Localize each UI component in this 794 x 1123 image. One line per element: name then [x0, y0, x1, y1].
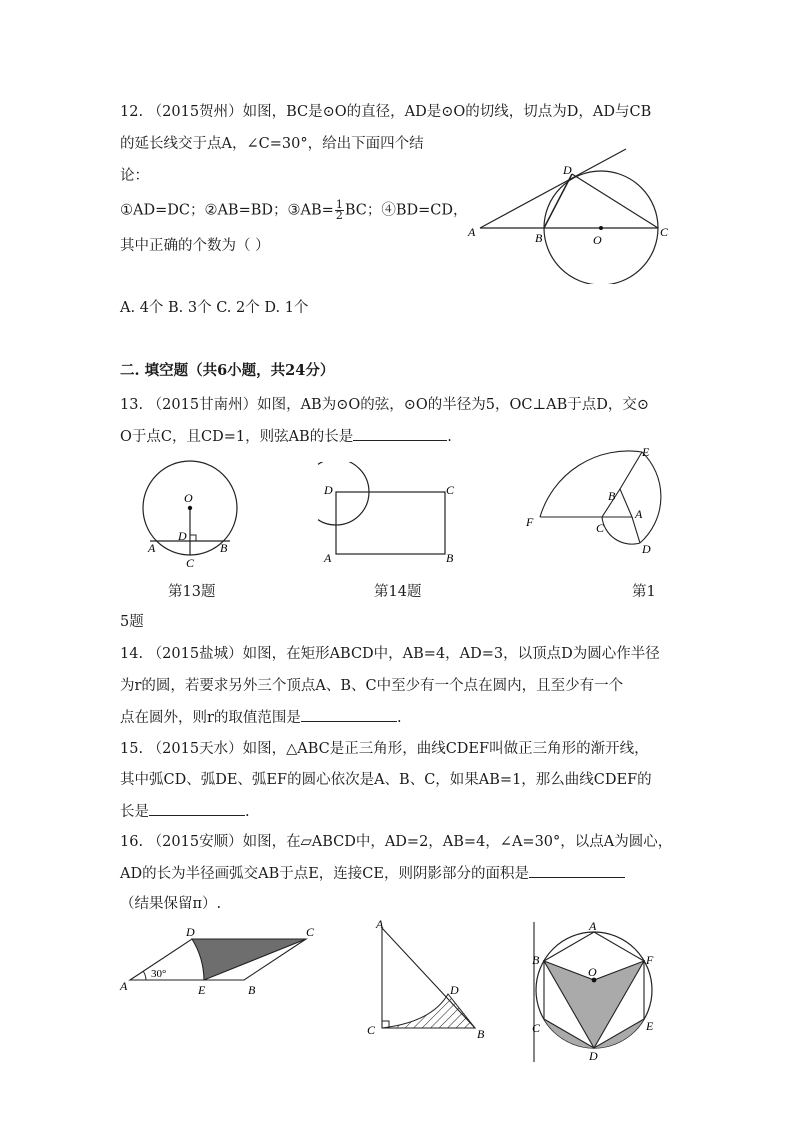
q15-label-b: B [608, 489, 616, 503]
q13-line1: 13. （2015甘南州）如图，AB为⊙O的弦，⊙O的半径为5，OC⊥AB于点D，交⊙ [120, 397, 650, 413]
q12-line4-post: BC；④BD=CD， [344, 202, 468, 219]
q12-segment-dc [572, 174, 658, 228]
hex-label-e: E [646, 1019, 654, 1033]
q13-label-o: O [184, 491, 193, 505]
q15-period: . [245, 804, 250, 820]
q12-line4-pre: ①AD=DC；②AB=BD；③AB= [120, 202, 334, 219]
q15-answer-blank[interactable] [149, 801, 245, 816]
q15-figure [520, 444, 680, 564]
q15-line1: 15. （2015天水）如图，△ABC是正三角形，曲线CDEF叫做正三角形的渐开线， [120, 741, 649, 757]
q13-line2-text: O于点C，且CD=1，则弦AB的长是 [120, 429, 354, 445]
q13-label-c: C [186, 556, 195, 568]
section-heading: 二. 填空题（共6小题，共24分） [120, 362, 335, 379]
fraction-numerator: 1 [335, 198, 343, 211]
caption-q14: 第14题 [374, 584, 422, 600]
q12-label-b: B [535, 231, 543, 245]
q14-line3-text: 点在圆外，则r的取值范围是 [120, 710, 301, 726]
triangle-label-a: A [376, 918, 384, 931]
q16-angle-label: 30° [151, 968, 167, 980]
q12-line5: 其中正确的个数为（ ） [120, 238, 270, 254]
q12-line4 [120, 200, 467, 221]
hex-label-a: A [589, 919, 597, 933]
q12-tangent-ad [480, 149, 626, 228]
caption-q15-part2: 5题 [120, 614, 144, 630]
q14-period: . [396, 710, 402, 726]
caption-q15-part1: 第1 [632, 584, 656, 600]
q14-line3 [120, 707, 402, 728]
q14-answer-blank[interactable] [301, 707, 397, 722]
q16-label-d: D [186, 925, 195, 939]
hexagon-figure [528, 918, 668, 1068]
q16-answer-blank[interactable] [529, 863, 625, 878]
triangle-label-c: C [367, 1023, 376, 1037]
q12-label-a: A [468, 225, 476, 239]
q16-label-a: A [120, 979, 128, 993]
q15-label-c: C [596, 521, 605, 535]
q14-line1: 14. （2015盐城）如图，在矩形ABCD中，AB=4，AD=3，以顶点D为圆心作半径 [120, 646, 660, 662]
q12-line2: 的延长线交于点A，∠C=30°，给出下面四个结 [120, 136, 424, 152]
q13-line2 [120, 426, 452, 447]
triangle-label-d: D [450, 983, 459, 997]
q16-figure [116, 922, 326, 1006]
q13-period: . [447, 429, 452, 445]
hex-label-f: F [646, 953, 654, 967]
q16-line2 [120, 863, 625, 884]
q15-label-d: D [642, 542, 651, 556]
q13-answer-blank[interactable] [353, 426, 447, 441]
hex-label-d: D [589, 1049, 598, 1063]
q14-label-c: C [446, 483, 455, 497]
q16-line2-text: AD的长为半径画弧交AB于点E，连接CE，则阴影部分的面积是 [120, 866, 529, 882]
hex-label-b: B [532, 953, 540, 967]
q14-label-b: B [446, 551, 454, 565]
q16-line3: （结果保留π）. [120, 896, 222, 912]
q12-segment-bd [544, 174, 572, 228]
q14-label-d: D [324, 483, 333, 497]
triangle-figure [362, 918, 492, 1048]
q14-figure [318, 462, 468, 576]
q12-label-o: O [593, 233, 602, 247]
q15-label-e: E [642, 445, 650, 459]
q15-line3-text: 长是 [120, 804, 149, 820]
q15-line2: 其中弧CD、弧DE、弧EF的圆心依次是A、B、C，如果AB=1，那么曲线CDEF的 [120, 772, 652, 788]
q14-label-a: A [324, 551, 332, 565]
q15-label-a: A [635, 507, 643, 521]
q12-figure [462, 144, 672, 288]
hex-label-o: O [588, 965, 597, 979]
q16-label-c: C [306, 925, 315, 939]
q13-label-b: B [220, 541, 228, 555]
caption-q13: 第13题 [168, 584, 216, 600]
fraction-one-half [335, 200, 344, 221]
q12-line1: 12. （2015贺州）如图，BC是⊙O的直径，AD是⊙O的切线，切点为D，AD与CB [120, 104, 652, 120]
q12-label-c: C [660, 225, 669, 239]
q12-label-d: D [563, 163, 572, 177]
q12-options: A. 4个 B. 3个 C. 2个 D. 1个 [120, 300, 309, 316]
q15-line3 [120, 801, 250, 822]
q16-label-b: B [248, 983, 256, 997]
q13-label-a: A [148, 541, 156, 555]
q13-figure [138, 458, 248, 572]
triangle-label-b: B [477, 1027, 485, 1041]
q16-line1: 16. （2015安顺）如图，在▱ABCD中，AD=2，AB=4，∠A=30°，以点A为圆心， [120, 834, 673, 850]
q13-label-d: D [178, 529, 187, 543]
hex-label-c: C [532, 1021, 541, 1035]
q14-line2: 为r的圆，若要求另外三个顶点A、B、C中至少有一个点在圆内，且至少有一个 [120, 678, 624, 694]
q15-label-f: F [526, 515, 534, 529]
q16-label-e: E [198, 983, 206, 997]
q12-center-dot [599, 226, 603, 230]
fraction-denominator: 2 [335, 209, 343, 222]
q12-line3: 论： [120, 168, 149, 184]
